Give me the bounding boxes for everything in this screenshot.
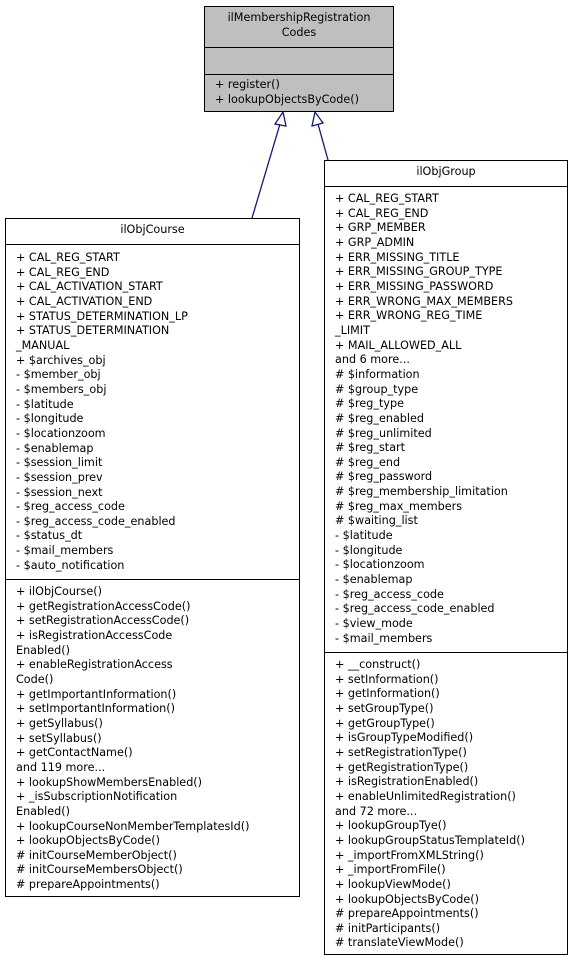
method: and 72 more... (335, 804, 418, 818)
class-title-line: ilObjCourse (120, 223, 185, 236)
attribute: - $view_mode (335, 617, 413, 631)
method: + getContactName() (16, 746, 133, 760)
attribute: + CAL_REG_START (16, 251, 120, 264)
class-methods (6, 579, 299, 895)
method: + getImportantInformation() (16, 687, 177, 701)
attribute: + ERR_MISSING_PASSWORD (335, 279, 494, 293)
attribute: # $information (335, 367, 420, 381)
attribute: # $reg_end (335, 455, 401, 469)
attribute: + ERR_MISSING_TITLE (335, 250, 460, 264)
class-ilobjcourse[interactable] (5, 218, 300, 897)
class-title-line: Codes (281, 25, 317, 39)
attribute: + CAL_ACTIVATION_START (16, 280, 163, 294)
attribute: - $longitude (16, 412, 84, 426)
attribute: + STATUS_DETERMINATION (16, 324, 170, 338)
attribute: _LIMIT (335, 323, 370, 337)
method: + getRegistrationType() (335, 760, 469, 774)
attribute: - $session_limit (16, 456, 103, 470)
attribute: + CAL_REG_START (335, 192, 439, 205)
attribute: + ERR_WRONG_MAX_MEMBERS (335, 294, 513, 308)
class-attributes (325, 186, 567, 652)
method: + lookupObjectsByCode() (335, 892, 479, 906)
attribute: _MANUAL (16, 338, 70, 352)
attribute: + CAL_REG_END (335, 206, 429, 220)
attribute: # $reg_password (335, 470, 433, 484)
attribute: # $reg_enabled (335, 411, 425, 425)
method: + _importFromFile() (335, 863, 446, 877)
method: Code() (16, 672, 54, 686)
method: + lookupViewMode() (335, 877, 451, 891)
attribute: # $reg_membership_limitation (335, 485, 508, 499)
attribute: and 6 more... (335, 353, 410, 367)
attribute: - $members_obj (16, 382, 107, 396)
method: Enabled() (16, 643, 70, 657)
method: + getRegistrationAccessCode() (16, 599, 191, 613)
method: + getSyllabus() (16, 716, 103, 730)
attribute: - $enablemap (16, 441, 94, 455)
class-title-line: ilMembershipRegistration (227, 11, 371, 24)
attribute: # $waiting_list (335, 514, 418, 528)
attribute: + CAL_REG_END (16, 265, 110, 279)
method: + setSyllabus() (16, 731, 102, 745)
attribute: - $member_obj (16, 368, 101, 382)
method: + isRegistrationAccessCode (16, 628, 173, 642)
attribute: + CAL_ACTIVATION_END (16, 294, 153, 308)
attribute: - $session_next (16, 485, 103, 499)
method: + register() (215, 78, 280, 91)
method: + enableUnlimitedRegistration() (335, 789, 516, 803)
class-methods (325, 652, 567, 953)
attribute: # $reg_type (335, 397, 404, 411)
attribute: - $enablemap (335, 573, 413, 587)
class-title (325, 161, 567, 186)
class-methods (205, 74, 393, 109)
method: + _importFromXMLString() (335, 848, 484, 862)
edge-course-to-base (252, 112, 286, 218)
class-title (205, 7, 393, 47)
method: + isGroupTypeModified() (335, 731, 474, 745)
attribute: + $archives_obj (16, 353, 106, 367)
method: + getInformation() (335, 687, 440, 701)
method: + lookupObjectsByCode() (16, 834, 160, 848)
attribute: + ERR_WRONG_REG_TIME (335, 309, 483, 323)
attribute: + GRP_MEMBER (335, 221, 426, 235)
attribute: + STATUS_DETERMINATION_LP (16, 309, 188, 323)
method: + ilObjCourse() (16, 585, 102, 598)
attribute: - $reg_access_code (335, 587, 444, 601)
method: # prepareAppointments() (16, 878, 160, 892)
attribute: - $mail_members (335, 631, 433, 645)
method: + enableRegistrationAccess (16, 658, 173, 672)
attribute: + ERR_MISSING_GROUP_TYPE (335, 265, 503, 279)
attribute: - $locationzoom (16, 426, 106, 440)
attribute: + MAIL_ALLOWED_ALL (335, 338, 462, 352)
attribute: - $longitude (335, 543, 403, 557)
method: + _isSubscriptionNotification (16, 790, 178, 804)
class-title (6, 219, 299, 244)
attribute: - $reg_access_code (16, 500, 125, 514)
attribute: - $reg_access_code_enabled (335, 602, 495, 616)
attribute: + GRP_ADMIN (335, 235, 415, 249)
attribute: # $reg_start (335, 441, 406, 455)
method: and 119 more... (16, 760, 106, 774)
class-ilobjgroup[interactable] (324, 160, 568, 955)
method: + lookupGroupTye() (335, 819, 447, 833)
method: + setGroupType() (335, 701, 434, 715)
method: + lookupShowMembersEnabled() (16, 775, 203, 789)
method: # initParticipants() (335, 921, 441, 935)
method: + setRegistrationAccessCode() (16, 614, 190, 628)
class-attributes (205, 47, 393, 74)
attribute: - $session_prev (16, 470, 103, 484)
method: + lookupCourseNonMemberTemplatesId() (16, 819, 250, 833)
attribute: # $reg_unlimited (335, 426, 432, 440)
attribute: - $latitude (16, 397, 74, 411)
edge-group-to-base (312, 112, 328, 160)
method: + lookupObjectsByCode() (215, 92, 359, 106)
attribute: - $mail_members (16, 544, 114, 558)
attribute: - $latitude (335, 529, 393, 543)
method: # initCourseMembersObject() (16, 863, 183, 877)
method: # translateViewMode() (335, 936, 464, 950)
method: # prepareAppointments() (335, 907, 479, 921)
attribute: - $status_dt (16, 529, 83, 543)
attribute: - $locationzoom (335, 558, 425, 572)
class-attributes (6, 244, 299, 579)
method: + setRegistrationType() (335, 745, 467, 759)
method: + setInformation() (335, 672, 439, 686)
method: + setImportantInformation() (16, 702, 175, 716)
attribute: - $reg_access_code_enabled (16, 514, 176, 528)
attribute: # $group_type (335, 382, 419, 396)
method: # initCourseMemberObject() (16, 848, 177, 862)
method: + isRegistrationEnabled() (335, 775, 479, 789)
class-ilmembershipregistrationcodes[interactable] (204, 6, 394, 112)
attribute: # $reg_max_members (335, 499, 463, 513)
method: + __construct() (335, 658, 421, 671)
class-title-line: ilObjGroup (416, 165, 476, 178)
attribute: - $auto_notification (16, 558, 125, 572)
method: + lookupGroupStatusTemplateId() (335, 833, 525, 847)
method: Enabled() (16, 804, 70, 818)
method: + getGroupType() (335, 716, 435, 730)
